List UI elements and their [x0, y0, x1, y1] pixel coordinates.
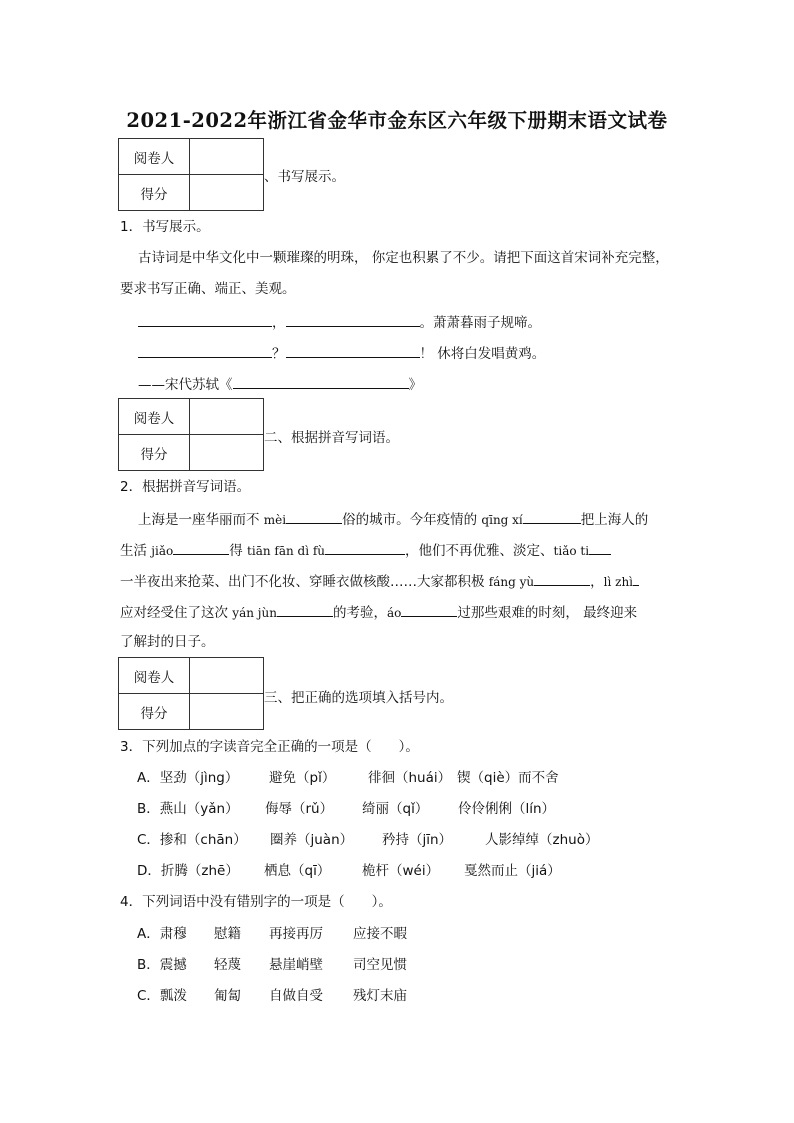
q2-line-5: 了解封的日子。 — [120, 634, 215, 650]
reviewer-label: 阅卷人 — [119, 399, 190, 435]
answer-blank[interactable] — [325, 540, 405, 555]
q1-intro-1: 古诗词是中华文化中一颗璀璨的明珠， 你定也积累了不少。请把下面这首宋词补充完整， — [138, 250, 669, 266]
q3-option-a: A．坚劲（jìng） 避免（pǐ） 徘徊（huái） 锲（qiè）而不舍 — [137, 770, 559, 786]
q2-line-2: 生活 jiǎo 得 tiān fān dì fù ，他们不再优雅、淡定、tiǎo ti — [120, 540, 611, 560]
q2-line-1: 上海是一座华丽而不 mèi 俗的城市。今年疫情的 qīng xí 把上海人的 — [138, 509, 648, 529]
q2-heading: 2．根据拼音写词语。 — [120, 479, 251, 495]
q1-intro-2: 要求书写正确、端正、美观。 — [120, 281, 296, 297]
score-cell[interactable] — [190, 435, 264, 471]
reviewer-cell[interactable] — [190, 139, 264, 175]
section-2-title: 二、根据拼音写词语。 — [264, 430, 399, 446]
pinyin: lì zhì — [603, 575, 634, 589]
answer-blank[interactable] — [138, 343, 272, 358]
poem-author: ——宋代苏轼《 》 — [138, 374, 422, 394]
poem-line-2: ？ ！ 休将白发唱黄鸡。 — [138, 343, 545, 363]
page-title: 2021-2022年浙江省金华市金东区六年级下册期末语文试卷 — [126, 109, 668, 132]
q4-option-a: A．肃穆 慰籍 再接再厉 应接不暇 — [137, 926, 407, 942]
reviewer-cell[interactable] — [190, 658, 264, 694]
answer-blank[interactable] — [401, 602, 457, 617]
pinyin: fáng yù — [488, 575, 535, 589]
grader-table-2 — [118, 398, 264, 471]
score-label: 得分 — [119, 694, 190, 730]
grader-table-1 — [118, 138, 264, 211]
answer-blank[interactable] — [523, 509, 581, 524]
score-cell[interactable] — [190, 175, 264, 211]
grader-table-3 — [118, 657, 264, 730]
q4-option-c: C．瓢泼 匍匐 自做自受 残灯末庙 — [137, 988, 407, 1004]
q3-option-d: D．折腾（zhē） 栖息（qī） 桅杆（wéi） 戛然而止（jiá） — [137, 863, 561, 879]
pinyin: mèi — [263, 513, 287, 527]
q2-line-4: 应对经受住了这次 yán jùn 的考验，áo 过那些艰难的时刻， 最终迎来 — [120, 602, 637, 622]
q3-option-b: B．燕山（yǎn） 侮辱（rǔ） 绮丽（qǐ） 伶伶俐俐（lín） — [137, 801, 556, 817]
section-3-title: 三、把正确的选项填入括号内。 — [264, 690, 453, 706]
answer-blank[interactable] — [173, 540, 229, 555]
pinyin: qīng xí — [481, 513, 523, 527]
q1-heading: 1．书写展示。 — [120, 219, 210, 235]
answer-blank[interactable] — [633, 571, 639, 586]
reviewer-cell[interactable] — [190, 399, 264, 435]
answer-blank[interactable] — [286, 312, 420, 327]
q3-option-c: C．掺和（chān） 圈养（juàn） 矜持（jīn） 人影绰绰（zhuò） — [137, 832, 599, 848]
pinyin: yán jùn — [232, 606, 277, 620]
answer-blank[interactable] — [589, 540, 611, 555]
score-label: 得分 — [119, 175, 190, 211]
score-cell[interactable] — [190, 694, 264, 730]
section-1-title: 、书写展示。 — [264, 169, 345, 185]
pinyin: tiān fān dì fù — [247, 544, 326, 558]
answer-blank[interactable] — [138, 312, 272, 327]
answer-blank[interactable] — [286, 509, 342, 524]
reviewer-label: 阅卷人 — [119, 139, 190, 175]
answer-blank[interactable] — [286, 343, 420, 358]
q4-option-b: B．震撼 轻蔑 悬崖峭壁 司空见惯 — [137, 957, 407, 973]
poem-line-1: ， 。萧萧暮雨子规啼。 — [138, 312, 541, 332]
pinyin: tiǎo ti — [553, 544, 590, 558]
q4-heading: 4．下列词语中没有错别字的一项是（ ）。 — [120, 894, 392, 910]
pinyin: jiǎo — [151, 544, 174, 558]
q2-line-3: 一半夜出来抢菜、出门不化妆、穿睡衣做核酸……大家都积极 fáng yù ，lì zhì — [120, 571, 639, 591]
score-label: 得分 — [119, 435, 190, 471]
answer-blank[interactable] — [534, 571, 590, 586]
q3-heading: 3．下列加点的字读音完全正确的一项是（ ）。 — [120, 739, 419, 755]
reviewer-label: 阅卷人 — [119, 658, 190, 694]
pinyin: áo — [386, 606, 402, 620]
answer-blank[interactable] — [277, 602, 333, 617]
title-blank[interactable] — [233, 374, 409, 389]
